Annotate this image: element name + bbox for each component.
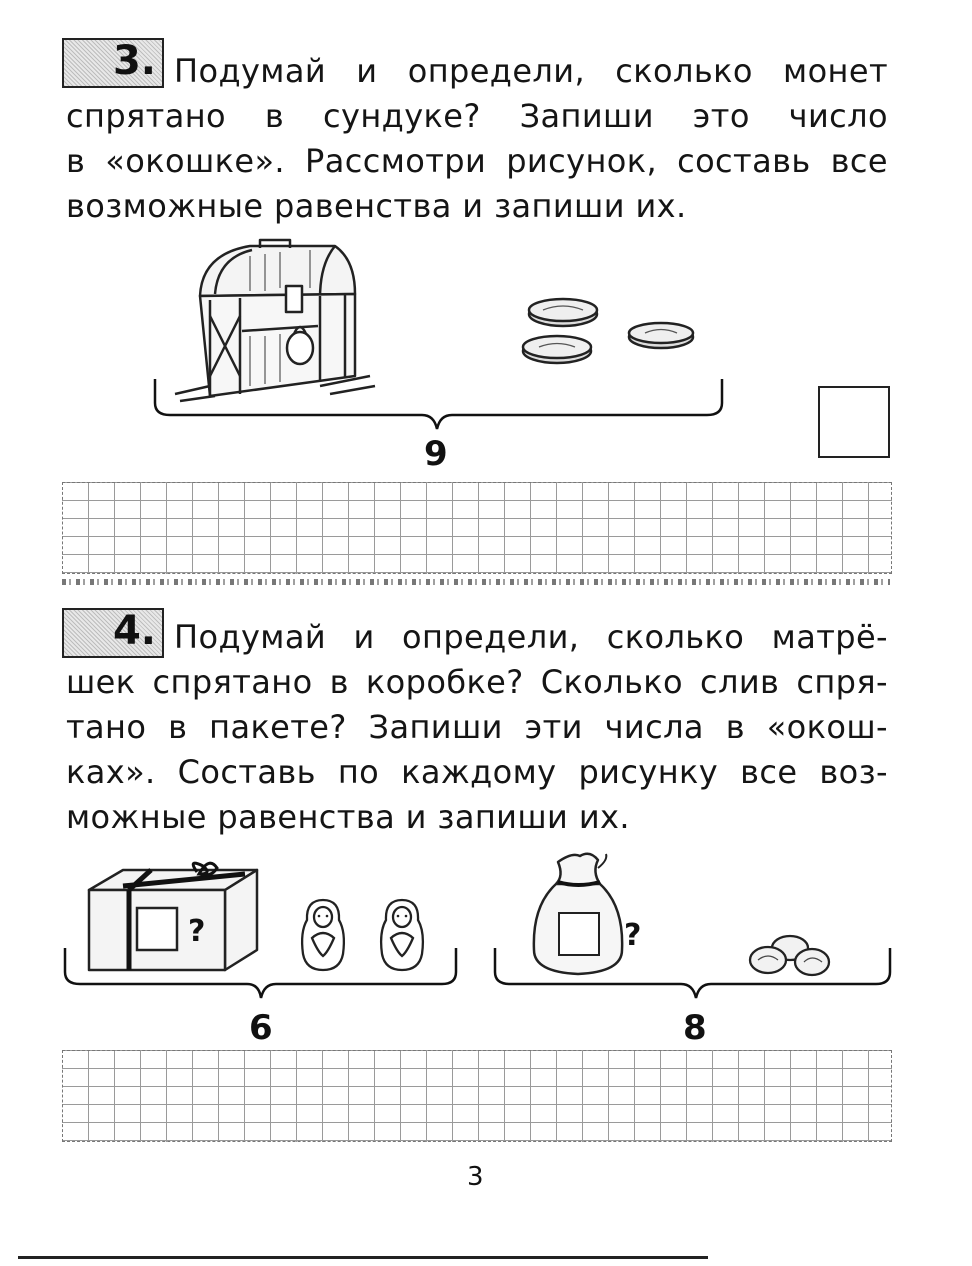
task-4-line-4: ках». Составь по каждому рисунку все воз- <box>66 753 888 791</box>
box-question-mark: ? <box>188 914 206 949</box>
task-4-box-brace <box>60 944 460 1004</box>
task-3-line-2: спрятано в сундуке? Запиши это число <box>66 97 888 135</box>
task-3-total: 9 <box>424 434 448 474</box>
coins-icon <box>515 290 715 370</box>
task-3-line-4: возможные равенства и запиши их. <box>66 187 687 225</box>
task-3-line-3: в «окошке». Рассмотри рисунок, составь все <box>66 142 888 180</box>
task-3-text <box>66 49 888 229</box>
task-4-bag-brace <box>490 944 895 1004</box>
section-divider <box>62 579 890 585</box>
bag-question-mark: ? <box>624 918 642 953</box>
task-4-line-1: Подумай и определи, сколько матрё- <box>174 618 888 656</box>
task-4-writing-grid[interactable] <box>62 1050 892 1142</box>
page-number: 3 <box>467 1162 484 1192</box>
task-3-answer-box[interactable] <box>818 386 890 458</box>
task-3-writing-grid[interactable] <box>62 482 892 574</box>
task-4-bag-total: 8 <box>683 1008 707 1048</box>
task-3-brace <box>150 375 730 435</box>
task-4-number: 4. <box>112 608 156 654</box>
task-4-box-total: 6 <box>249 1008 273 1048</box>
task-3-number: 3. <box>112 38 156 84</box>
task-4-text <box>66 615 888 840</box>
task-4-line-3: тано в пакете? Запиши эти числа в «окош- <box>66 708 888 746</box>
task-4-line-2: шек спрятано в коробке? Сколько слив спря- <box>66 663 888 701</box>
task-4-line-5: можные равенства и запиши их. <box>66 798 630 836</box>
bottom-rule <box>18 1256 708 1259</box>
task-3-line-1: Подумай и определи, сколько монет <box>174 52 888 90</box>
